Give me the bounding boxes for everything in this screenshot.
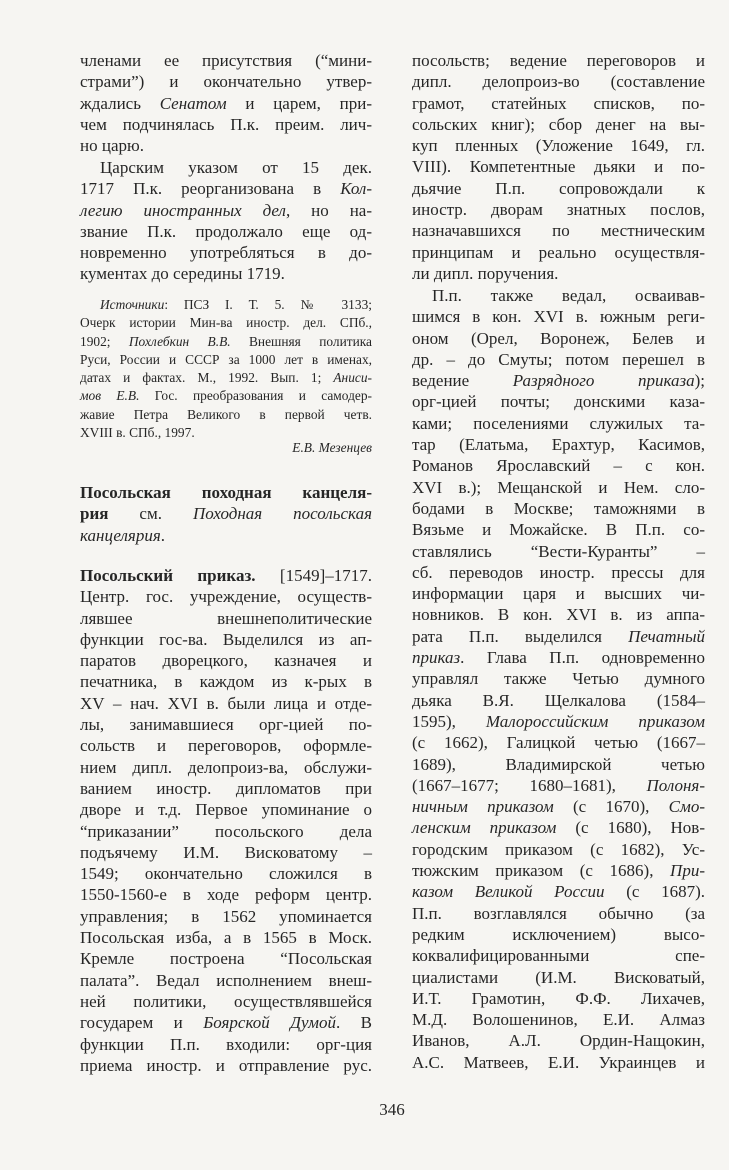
page-number: 346 bbox=[379, 1100, 405, 1119]
text-line bbox=[412, 477, 705, 498]
entry-headword: Посольский приказ. bbox=[80, 566, 256, 585]
text-run: (с 1687). bbox=[604, 882, 705, 902]
text-line bbox=[412, 668, 705, 689]
text-run: звание П.к. продолжало еще од- bbox=[80, 221, 372, 241]
text-run: XV – нач. XVI в. были лица и отде- bbox=[80, 693, 372, 713]
text-line bbox=[412, 860, 705, 881]
text-run: см. bbox=[108, 504, 193, 524]
text-run: П.п. также ведал, осваивав- bbox=[432, 286, 705, 305]
text-run: дипл. делопроиз-во (составление bbox=[412, 72, 705, 92]
text-run: нием дипл. делопроиз-ва, обслужи- bbox=[80, 757, 372, 777]
text-line bbox=[80, 351, 372, 369]
text-run: Гос. преобразования и самодер- bbox=[139, 388, 372, 404]
text-line bbox=[80, 178, 372, 199]
text-run: ли дипл. поручения. bbox=[412, 263, 559, 283]
text-line bbox=[80, 50, 372, 71]
text-run: 1595), bbox=[412, 711, 486, 731]
paragraph bbox=[80, 482, 372, 546]
italic-term: Источники bbox=[100, 297, 165, 312]
text-line bbox=[80, 863, 372, 884]
text-line bbox=[80, 221, 372, 242]
text-line bbox=[80, 906, 372, 927]
text-run: ждались bbox=[80, 93, 160, 113]
text-line bbox=[412, 306, 705, 327]
text-run: [1549]–1717. bbox=[255, 566, 372, 585]
italic-term: ленским приказом bbox=[412, 818, 557, 838]
text-line bbox=[80, 369, 372, 387]
text-line bbox=[80, 650, 372, 671]
text-run: паратов дворецкого, казначея и bbox=[80, 651, 372, 671]
text-run: И.Т. Грамотин, Ф.Ф. Лихачев, bbox=[412, 988, 705, 1008]
text-run: Царским указом от 15 дек. bbox=[100, 158, 372, 177]
text-run: кументах до середины 1719. bbox=[80, 264, 285, 284]
text-run: дьячие П.п. сопровождали к bbox=[412, 178, 705, 198]
text-line bbox=[412, 455, 705, 476]
text-run: Руси, России и СССР за 1000 лет в именах, bbox=[80, 351, 372, 367]
italic-term: Сенатом bbox=[159, 93, 227, 113]
paragraph bbox=[80, 50, 372, 156]
text-line bbox=[412, 434, 705, 455]
text-line bbox=[80, 525, 372, 546]
text-line bbox=[80, 406, 372, 424]
italic-term: легию иностранных дел bbox=[80, 200, 286, 220]
text-line bbox=[412, 583, 705, 604]
text-line bbox=[80, 157, 372, 178]
text-line bbox=[80, 387, 372, 405]
text-run: Посольская изба, а в 1565 в Моск. bbox=[80, 928, 372, 948]
text-run: . bbox=[160, 525, 165, 545]
text-line bbox=[80, 503, 372, 524]
text-run: сб. переводов иностр. прессы для bbox=[412, 562, 705, 582]
text-run: ней политики, осуществлявшейся bbox=[80, 991, 372, 1011]
text-line bbox=[80, 821, 372, 842]
text-run: государем и bbox=[80, 1013, 204, 1033]
text-run: подъячему И.М. Висковатому – bbox=[80, 842, 372, 862]
paragraph bbox=[80, 565, 372, 1076]
text-run: датах и фактах. М., 1992. Вып. 1; bbox=[80, 370, 334, 386]
text-run: Очерк истории Мин-ва иностр. дел. СПб., bbox=[80, 315, 372, 331]
text-run: ведение bbox=[412, 371, 513, 391]
text-line bbox=[80, 565, 372, 586]
entry-headword: Посольская походная канцеля- bbox=[80, 483, 372, 502]
text-line bbox=[80, 242, 372, 263]
text-run: XVIII в. СПб., 1997. bbox=[80, 425, 195, 441]
text-run: куп пленных (Уложение 1649, гл. bbox=[412, 136, 705, 156]
text-run: 1717 П.к. реорганизована в bbox=[80, 179, 341, 199]
text-line bbox=[412, 114, 705, 135]
italic-term: Похлебкин В.В. bbox=[128, 333, 231, 349]
text-line bbox=[412, 370, 705, 391]
text-run: городским приказом (с 1682), Ус- bbox=[412, 839, 705, 859]
text-run: страми”) и окончательно утвер- bbox=[80, 72, 372, 92]
left-column bbox=[80, 50, 372, 1080]
text-run: Кремле построена “Посольская bbox=[80, 949, 372, 969]
text-run: Иванов, А.Л. Ордин-Нащокин, bbox=[412, 1031, 705, 1051]
text-run: : ПСЗ I. Т. 5. № 3133; bbox=[164, 297, 372, 312]
text-run: ); bbox=[694, 371, 706, 391]
text-line bbox=[412, 732, 705, 753]
text-line bbox=[412, 541, 705, 562]
italic-term: мов Е.В. bbox=[80, 388, 140, 404]
text-run: VIII). Компетентные дьяки и по- bbox=[412, 157, 705, 177]
text-run: . Глава П.п. одновременно bbox=[460, 648, 705, 668]
text-run: 1902; bbox=[80, 333, 129, 349]
italic-term: Аниси- bbox=[333, 370, 372, 386]
text-run: палата”. Ведал исполнением внеш- bbox=[80, 970, 372, 990]
paragraph bbox=[80, 157, 372, 285]
text-line bbox=[412, 967, 705, 988]
text-run: функции П.п. входили: орг-ция bbox=[80, 1034, 372, 1054]
italic-term: Смо- bbox=[668, 797, 706, 817]
text-line bbox=[412, 220, 705, 241]
right-column bbox=[412, 50, 705, 1080]
text-line bbox=[412, 199, 705, 220]
text-run: “приказании” посольского дела bbox=[80, 821, 372, 841]
text-line bbox=[80, 135, 372, 156]
text-line bbox=[412, 881, 705, 902]
sources-note bbox=[80, 296, 372, 442]
text-run: Внешняя политика bbox=[230, 333, 372, 349]
text-line bbox=[412, 924, 705, 945]
text-line bbox=[412, 817, 705, 838]
author-signature: Е.В. Мезенцев bbox=[292, 440, 372, 455]
text-line bbox=[80, 200, 372, 221]
text-run: посольств; ведение переговоров и bbox=[412, 51, 705, 70]
text-line bbox=[412, 263, 705, 284]
text-line bbox=[412, 50, 705, 71]
text-run: сольств и переговоров, оформле- bbox=[80, 736, 372, 756]
italic-term: ничным приказом bbox=[412, 797, 554, 817]
italic-term: Малороссийским приказом bbox=[485, 711, 705, 731]
text-line bbox=[80, 948, 372, 969]
text-run: А.С. Матвеев, Е.И. Украинцев и bbox=[412, 1052, 705, 1072]
text-line bbox=[412, 775, 705, 796]
text-line bbox=[412, 285, 705, 306]
text-line bbox=[412, 178, 705, 199]
text-line bbox=[412, 242, 705, 263]
text-line bbox=[80, 629, 372, 650]
text-run: информации царя и высших чи- bbox=[412, 584, 705, 604]
entry-headword: рия bbox=[80, 504, 109, 524]
text-run: печатника, в каждом из к-рых в bbox=[80, 672, 372, 692]
text-line bbox=[412, 71, 705, 92]
text-line bbox=[80, 778, 372, 799]
text-run: сольских книг); сбор денег на вы- bbox=[412, 114, 705, 134]
text-line bbox=[80, 735, 372, 756]
text-run: ками; поселениями служилых та- bbox=[412, 413, 705, 433]
text-run: ванием иностр. дипломатов при bbox=[80, 778, 372, 798]
text-line bbox=[80, 586, 372, 607]
text-run: . В bbox=[335, 1013, 372, 1033]
text-run: принципам и реально осуществля- bbox=[412, 242, 705, 262]
text-run: М.Д. Волошенинов, Е.И. Алмаз bbox=[412, 1010, 705, 1030]
text-run: функции гос-ва. Выделился из ап- bbox=[80, 629, 372, 649]
text-run: Романов Ярославский – с кон. bbox=[412, 456, 705, 476]
text-line bbox=[80, 333, 372, 351]
text-run: коквалифицированными спе- bbox=[412, 946, 705, 966]
text-line bbox=[80, 314, 372, 332]
italic-term: При- bbox=[670, 861, 705, 881]
text-line bbox=[412, 93, 705, 114]
text-run: новременно употребляться в до- bbox=[80, 243, 372, 263]
text-line bbox=[412, 498, 705, 519]
text-run: чем подчинялась П.к. преим. лич- bbox=[80, 114, 372, 134]
text-line bbox=[412, 135, 705, 156]
text-line bbox=[412, 349, 705, 370]
text-run: орг-цией почты; донскими каза- bbox=[412, 392, 705, 412]
text-line bbox=[80, 93, 372, 114]
text-run: ставлялись “Вести-Куранты” – bbox=[412, 541, 705, 561]
italic-term: Походная посольская bbox=[192, 504, 372, 524]
text-line bbox=[412, 690, 705, 711]
text-line bbox=[412, 754, 705, 775]
text-run: др. – до Смуты; потом перешел в bbox=[412, 349, 705, 369]
text-line bbox=[80, 263, 372, 284]
italic-term: Полоня- bbox=[646, 775, 705, 795]
italic-term: приказ bbox=[412, 648, 461, 668]
text-run: тар (Елатьма, Ерахтур, Касимов, bbox=[412, 435, 705, 455]
text-line bbox=[412, 945, 705, 966]
text-run: (с 1670), bbox=[553, 797, 669, 817]
text-run: , но на- bbox=[285, 200, 372, 220]
text-run: дворе и т.д. Первое упоминание о bbox=[80, 800, 372, 820]
text-line bbox=[412, 328, 705, 349]
text-run: 1689), Владимирской четью bbox=[412, 754, 705, 774]
text-line bbox=[80, 799, 372, 820]
text-line bbox=[412, 796, 705, 817]
text-line bbox=[80, 114, 372, 135]
text-line bbox=[80, 1034, 372, 1055]
text-run: управления; в 1562 упоминается bbox=[80, 906, 372, 926]
text-line bbox=[412, 156, 705, 177]
text-line bbox=[80, 71, 372, 92]
text-line bbox=[412, 711, 705, 732]
text-line bbox=[80, 608, 372, 629]
text-line bbox=[80, 296, 372, 314]
text-line bbox=[80, 671, 372, 692]
text-run: назначавшихся по местническим bbox=[412, 221, 705, 241]
text-run: иностр. дворам знатных послов, bbox=[412, 200, 705, 220]
text-run: шимся в кон. XVI в. южным реги- bbox=[412, 307, 705, 327]
text-line bbox=[412, 519, 705, 540]
text-run: (с 1662), Галицкой четью (1667– bbox=[412, 733, 705, 753]
text-line bbox=[412, 391, 705, 412]
italic-term: Печатный bbox=[628, 626, 705, 646]
text-run: циалистами (И.М. Висковатый, bbox=[412, 967, 705, 987]
text-run: Вязьме и Можайске. В П.п. со- bbox=[412, 520, 705, 540]
text-line bbox=[412, 604, 705, 625]
text-line bbox=[80, 693, 372, 714]
text-line bbox=[80, 842, 372, 863]
text-line bbox=[412, 1030, 705, 1051]
text-run: лы, занимавшиеся орг-цией по- bbox=[80, 715, 372, 735]
text-run: грамот, статейных списков, по- bbox=[412, 93, 705, 113]
text-line bbox=[80, 482, 372, 503]
text-run: Центр. гос. учреждение, осуществ- bbox=[80, 587, 372, 607]
text-run: бодами в Москве; таможнями в bbox=[412, 498, 705, 518]
text-run: и царем, при- bbox=[226, 93, 372, 113]
text-run: тюжским приказом (с 1686), bbox=[412, 861, 671, 881]
text-run: новников. В кон. XVI в. из аппа- bbox=[412, 605, 705, 625]
text-run: П.п. возглавлялся обычно (за bbox=[412, 903, 705, 923]
text-line bbox=[80, 1055, 372, 1076]
text-line bbox=[412, 1052, 705, 1073]
text-line bbox=[412, 988, 705, 1009]
italic-term: Боярской Думой bbox=[203, 1013, 336, 1033]
text-line bbox=[80, 1012, 372, 1033]
text-run: лявшее внешнеполитические bbox=[80, 608, 372, 628]
text-line bbox=[80, 757, 372, 778]
text-run: жавие Петра Великого в первой четв. bbox=[80, 406, 372, 422]
text-line bbox=[412, 647, 705, 668]
text-line bbox=[80, 991, 372, 1012]
text-line bbox=[412, 839, 705, 860]
text-line bbox=[80, 714, 372, 735]
text-run: дьяка В.Я. Щелкалова (1584– bbox=[412, 690, 705, 710]
text-run: членами ее присутствия (“мини- bbox=[80, 51, 372, 70]
paragraph bbox=[412, 50, 705, 284]
text-run: (с 1680), Нов- bbox=[556, 818, 705, 838]
text-run: (1667–1677; 1680–1681), bbox=[412, 775, 647, 795]
text-run: 1549; окончательно сложился в bbox=[80, 864, 372, 884]
italic-term: канцелярия bbox=[80, 525, 161, 545]
text-line bbox=[80, 884, 372, 905]
text-run: оном (Орел, Воронеж, Белев и bbox=[412, 328, 705, 348]
text-line bbox=[412, 626, 705, 647]
text-line bbox=[412, 562, 705, 583]
text-line bbox=[412, 1009, 705, 1030]
text-run: 1550-1560-е в ходе реформ центр. bbox=[80, 885, 372, 905]
text-run: XVI в.); Мещанской и Нем. сло- bbox=[412, 477, 705, 497]
italic-term: казом Великой России bbox=[412, 882, 605, 902]
text-run: управлял также Четью думного bbox=[412, 669, 705, 689]
paragraph bbox=[412, 285, 705, 1073]
text-run: но царю. bbox=[80, 136, 144, 156]
text-line bbox=[80, 927, 372, 948]
text-run: приема иностр. и отправление рус. bbox=[80, 1055, 372, 1075]
text-line bbox=[412, 413, 705, 434]
text-run: рата П.п. выделился bbox=[412, 626, 629, 646]
italic-term: Разрядного приказа bbox=[512, 371, 695, 391]
text-run: редким исключением) высо- bbox=[412, 924, 705, 944]
italic-term: Кол- bbox=[340, 179, 372, 199]
text-line bbox=[412, 903, 705, 924]
text-line bbox=[80, 970, 372, 991]
